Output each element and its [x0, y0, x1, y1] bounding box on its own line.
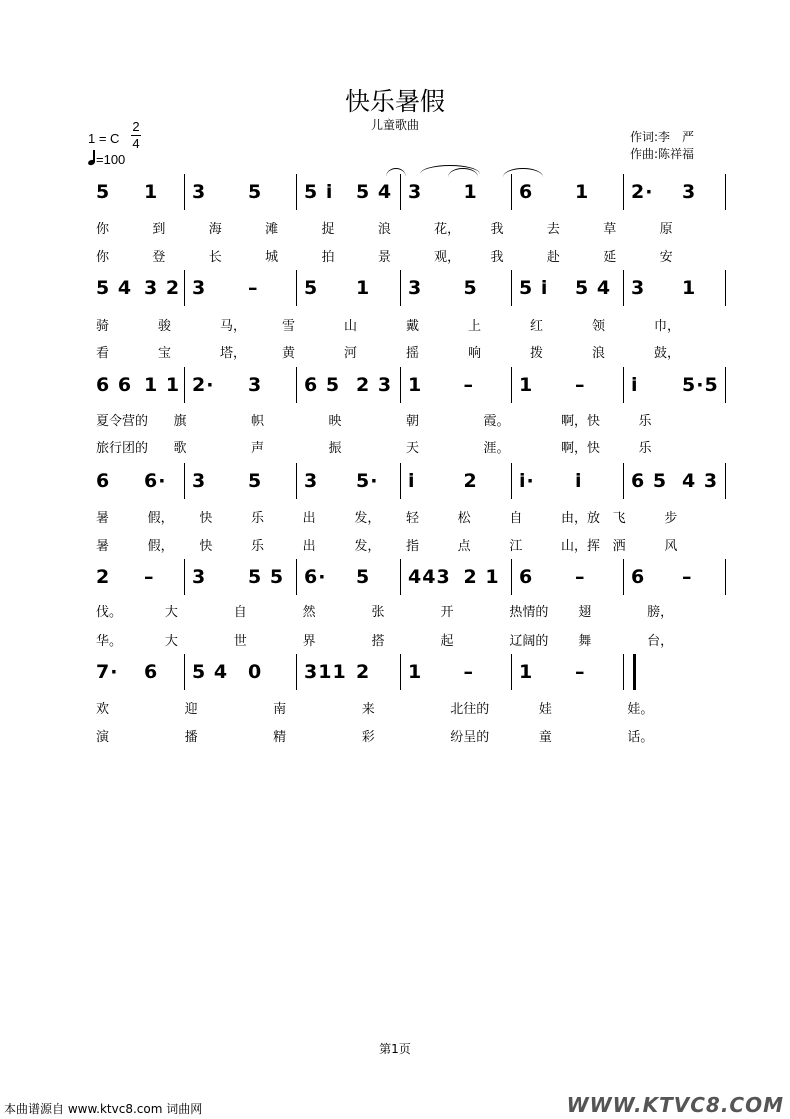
note-token: 5·	[356, 470, 379, 492]
source-note: 本曲谱源自 www.ktvc8.com 词曲网	[4, 1102, 203, 1116]
note-token: 6 5	[631, 470, 668, 492]
lyric-word: 登	[152, 250, 166, 265]
lyric-word: 张	[371, 605, 385, 620]
staff-line-2	[88, 268, 728, 308]
lyric-word: 声	[251, 441, 265, 456]
note-token: –	[248, 277, 259, 299]
lyric-word: 滩	[265, 222, 279, 237]
lyric-row-6-verse-2	[88, 726, 728, 744]
barline	[623, 463, 624, 499]
lyric-word: 帜	[251, 414, 265, 429]
page-number: 第1页	[379, 1042, 411, 1056]
lyric-row-5-verse-2	[88, 630, 728, 648]
key-signature: 1 = C	[88, 131, 120, 146]
note-token: 3	[192, 277, 207, 299]
lyric-word: 捉	[321, 222, 335, 237]
lyric-row-3-verse-1	[88, 410, 728, 428]
lyric-word: 伐。	[96, 605, 123, 620]
note-token: 6	[519, 566, 534, 588]
barline	[400, 174, 401, 210]
lyric-word: 朝	[406, 414, 420, 429]
barline	[511, 654, 512, 690]
lyric-row-4-verse-1	[88, 507, 728, 525]
note-token: i	[631, 374, 639, 396]
barline	[184, 367, 185, 403]
song-subtitle: 儿童歌曲	[370, 118, 419, 132]
slur-mark	[420, 165, 480, 174]
lyric-word: 出	[302, 539, 316, 554]
lyric-row-6-verse-1	[88, 698, 728, 716]
lyric-word: 我	[490, 222, 504, 237]
lyric-word: 快	[199, 539, 213, 554]
note-token: i	[575, 470, 583, 492]
lyric-word: 山，挥	[561, 539, 601, 554]
barline	[623, 559, 624, 595]
barline	[725, 174, 726, 210]
lyric-word: 界	[302, 634, 316, 649]
lyric-word: 彩	[361, 730, 375, 745]
staff-line-5	[88, 557, 728, 597]
lyric-word: 舞	[578, 634, 592, 649]
lyric-word: 步	[664, 511, 678, 526]
note-token: 4 3	[682, 470, 719, 492]
lyric-word: 草	[603, 222, 617, 237]
lyric-word: 欢	[96, 702, 110, 717]
lyric-word: 台，	[647, 634, 674, 649]
lyric-word: 到	[152, 222, 166, 237]
lyric-word: 搭	[371, 634, 385, 649]
lyric-word: 映	[328, 414, 342, 429]
barline	[296, 559, 297, 595]
note-token: i·	[519, 470, 535, 492]
lyric-word: 原	[659, 222, 673, 237]
note-token: 1	[519, 661, 534, 683]
lyric-word: 振	[328, 441, 342, 456]
lyric-word: 演	[96, 730, 110, 745]
lyric-word: 天	[406, 441, 420, 456]
lyric-row-2-verse-1	[88, 315, 728, 333]
lyric-word: 看	[96, 346, 110, 361]
lyric-word: 红	[530, 319, 544, 334]
note-token: –	[575, 566, 586, 588]
note-token: 5 4	[356, 181, 393, 203]
lyric-word: 假，	[147, 539, 174, 554]
final-barline	[633, 654, 636, 690]
note-token: 6·	[304, 566, 327, 588]
lyric-row-5-verse-1	[88, 601, 728, 619]
note-token: 6·	[144, 470, 167, 492]
note-token: 443	[408, 566, 451, 588]
note-token: 3	[682, 181, 697, 203]
lyric-word: 由，放	[561, 511, 601, 526]
lyric-word: 乐	[251, 511, 265, 526]
barline	[184, 270, 185, 306]
lyric-word: 雪	[282, 319, 296, 334]
barline	[296, 367, 297, 403]
note-token: 7·	[96, 661, 119, 683]
note-token: 3	[304, 470, 319, 492]
note-token: 6 5	[304, 374, 341, 396]
lyric-word: 乐	[251, 539, 265, 554]
note-token: 5	[248, 181, 263, 203]
note-token: 6	[519, 181, 534, 203]
lyric-word: 出	[302, 511, 316, 526]
note-token: 1	[408, 374, 423, 396]
barline	[511, 463, 512, 499]
lyricist-credit: 作词:李 严	[630, 130, 695, 144]
lyric-word: 城	[265, 250, 279, 265]
lyric-row-2-verse-2	[88, 342, 728, 360]
barline	[184, 559, 185, 595]
note-token: 0	[248, 661, 263, 683]
note-token: 1	[463, 181, 478, 203]
lyric-word: 迎	[184, 702, 198, 717]
note-token: 6 6	[96, 374, 133, 396]
lyric-word: 旅行团的	[96, 441, 149, 456]
note-token: 6	[96, 470, 111, 492]
lyric-word: 世	[233, 634, 247, 649]
barline	[400, 463, 401, 499]
lyric-word: 骏	[158, 319, 172, 334]
lyric-row-4-verse-2	[88, 535, 728, 553]
note-token: 311	[304, 661, 347, 683]
staff-line-3	[88, 365, 728, 405]
lyric-word: 指	[406, 539, 420, 554]
note-token: 5 i	[519, 277, 549, 299]
note-token: 2	[356, 661, 371, 683]
note-token: 2·	[631, 181, 654, 203]
note-token: 6	[631, 566, 646, 588]
note-token: 1	[575, 181, 590, 203]
lyric-word: 歌	[173, 441, 187, 456]
lyric-word: 娃	[538, 702, 552, 717]
lyric-word: 延	[603, 250, 617, 265]
site-watermark: WWW.KTVC8.COM	[566, 1093, 784, 1117]
barline	[296, 654, 297, 690]
slur-mark	[386, 168, 406, 177]
note-token: –	[575, 661, 586, 683]
staff-line-1	[88, 172, 728, 212]
note-token: 5	[304, 277, 319, 299]
lyric-word: 快	[199, 511, 213, 526]
barline	[184, 654, 185, 690]
note-token: –	[575, 374, 586, 396]
note-token: 1	[682, 277, 697, 299]
lyric-word: 发，	[354, 511, 381, 526]
song-title: 快乐暑假	[344, 87, 445, 116]
lyric-word: 风	[664, 539, 678, 554]
note-token: 3	[408, 181, 423, 203]
lyric-word: 轻	[406, 511, 420, 526]
lyric-word: 旗	[173, 414, 187, 429]
lyric-word: 拍	[321, 250, 335, 265]
barline	[296, 174, 297, 210]
lyric-word: 童	[538, 730, 552, 745]
note-token: 2·	[192, 374, 215, 396]
note-token: 2	[463, 470, 478, 492]
lyric-row-1-verse-1	[88, 218, 728, 236]
note-token: 2 1	[463, 566, 500, 588]
barline	[623, 654, 624, 690]
lyric-word: 播	[184, 730, 198, 745]
lyric-word: 我	[490, 250, 504, 265]
lyric-word: 娃。	[627, 702, 654, 717]
slur-mark	[503, 168, 543, 177]
lyric-word: 长	[208, 250, 222, 265]
lyric-word: 夏令营的	[96, 414, 149, 429]
barline	[296, 270, 297, 306]
lyric-word: 宝	[158, 346, 172, 361]
note-token: 3	[192, 566, 207, 588]
lyric-word: 江	[509, 539, 523, 554]
lyric-word: 开	[440, 605, 454, 620]
lyric-word: 骑	[96, 319, 110, 334]
lyric-row-3-verse-2	[88, 437, 728, 455]
lyric-word: 涯。	[483, 441, 510, 456]
barline	[623, 174, 624, 210]
lyric-word: 浪	[377, 222, 391, 237]
note-token: 3	[192, 181, 207, 203]
note-token: –	[144, 566, 155, 588]
barline	[725, 367, 726, 403]
note-token: 1	[519, 374, 534, 396]
note-token: –	[463, 374, 474, 396]
lyric-word: 来	[361, 702, 375, 717]
tempo-marking	[88, 150, 125, 167]
barline	[400, 270, 401, 306]
lyric-word: 发，	[354, 539, 381, 554]
lyric-word: 响	[468, 346, 482, 361]
note-token: 2 3	[356, 374, 393, 396]
note-token: 5	[248, 470, 263, 492]
note-token: 3	[631, 277, 646, 299]
lyric-word: 洒	[612, 539, 626, 554]
barline	[400, 654, 401, 690]
composer-credit: 作曲:陈祥福	[630, 147, 695, 161]
note-token: 5	[356, 566, 371, 588]
note-token: 3	[408, 277, 423, 299]
note-token: 5 4	[575, 277, 612, 299]
lyric-word: 河	[344, 346, 358, 361]
barline	[511, 559, 512, 595]
lyric-word: 去	[546, 222, 560, 237]
lyric-word: 话。	[627, 730, 654, 745]
lyric-word: 山	[344, 319, 358, 334]
note-token: 5	[463, 277, 478, 299]
note-token: 1	[408, 661, 423, 683]
note-token: 1	[356, 277, 371, 299]
lyric-word: 巾，	[654, 319, 681, 334]
barline	[725, 270, 726, 306]
barline	[184, 463, 185, 499]
note-token: 3	[192, 470, 207, 492]
quarter-note-icon	[88, 150, 96, 166]
lyric-row-1-verse-2	[88, 246, 728, 264]
lyric-word: 摇	[406, 346, 420, 361]
note-token: 5	[96, 181, 111, 203]
note-token: 5 4	[96, 277, 133, 299]
lyric-word: 景	[377, 250, 391, 265]
lyric-word: 翅	[578, 605, 592, 620]
barline	[400, 559, 401, 595]
tempo-value: =100	[96, 152, 126, 167]
lyric-word: 然	[302, 605, 316, 620]
barline	[725, 559, 726, 595]
lyric-word: 纷呈的	[450, 730, 490, 745]
note-token: –	[463, 661, 474, 683]
note-token: –	[682, 566, 693, 588]
barline	[511, 367, 512, 403]
lyric-word: 鼓，	[654, 346, 681, 361]
lyric-word: 戴	[406, 319, 420, 334]
note-token: 5 4	[192, 661, 229, 683]
barline	[725, 463, 726, 499]
staff-line-4	[88, 461, 728, 501]
lyric-word: 自	[233, 605, 247, 620]
time-signature	[131, 119, 141, 152]
lyric-word: 松	[457, 511, 471, 526]
lyric-word: 暑	[96, 511, 110, 526]
lyric-word: 拨	[530, 346, 544, 361]
barline	[511, 174, 512, 210]
note-token: 3 2	[144, 277, 181, 299]
barline	[184, 174, 185, 210]
lyric-word: 起	[440, 634, 454, 649]
lyric-word: 浪	[592, 346, 606, 361]
note-token: 6	[144, 661, 159, 683]
barline	[400, 367, 401, 403]
note-token: 2	[96, 566, 111, 588]
lyric-word: 霞。	[483, 414, 510, 429]
note-token: 5 i	[304, 181, 334, 203]
lyric-word: 大	[164, 634, 178, 649]
lyric-word: 自	[509, 511, 523, 526]
lyric-word: 黄	[282, 346, 296, 361]
lyric-word: 点	[457, 539, 471, 554]
lyric-word: 精	[273, 730, 287, 745]
lyric-word: 飞	[612, 511, 626, 526]
note-token: 5 5	[248, 566, 285, 588]
lyric-word: 领	[592, 319, 606, 334]
lyric-word: 华。	[96, 634, 123, 649]
staff-line-6	[88, 652, 728, 692]
lyric-word: 花，	[434, 222, 461, 237]
lyric-word: 南	[273, 702, 287, 717]
note-token: 1	[144, 181, 159, 203]
lyric-word: 观，	[434, 250, 461, 265]
lyric-word: 北往的	[450, 702, 490, 717]
barline	[511, 270, 512, 306]
time-sig-bottom: 4	[132, 136, 140, 151]
lyric-word: 海	[208, 222, 222, 237]
note-token: 1 1	[144, 374, 181, 396]
lyric-word: 辽阔的	[509, 634, 549, 649]
barline	[623, 367, 624, 403]
lyric-word: 假，	[147, 511, 174, 526]
note-token: 3	[248, 374, 263, 396]
lyric-word: 乐	[638, 414, 652, 429]
lyric-word: 安	[659, 250, 673, 265]
note-token: i	[408, 470, 416, 492]
time-sig-top: 2	[132, 119, 140, 134]
lyric-word: 乐	[638, 441, 652, 456]
lyric-word: 你	[96, 250, 110, 265]
lyric-word: 啊，快	[561, 441, 601, 456]
barline	[296, 463, 297, 499]
lyric-word: 赴	[546, 250, 560, 265]
lyric-word: 热情的	[509, 605, 549, 620]
note-token: 5·5	[682, 374, 719, 396]
lyric-word: 马，	[220, 319, 247, 334]
lyric-word: 暑	[96, 539, 110, 554]
lyric-word: 塔，	[220, 346, 247, 361]
lyric-word: 你	[96, 222, 110, 237]
lyric-word: 大	[164, 605, 178, 620]
lyric-word: 上	[468, 319, 482, 334]
barline	[623, 270, 624, 306]
lyric-word: 啊，快	[561, 414, 601, 429]
lyric-word: 膀，	[647, 605, 674, 620]
